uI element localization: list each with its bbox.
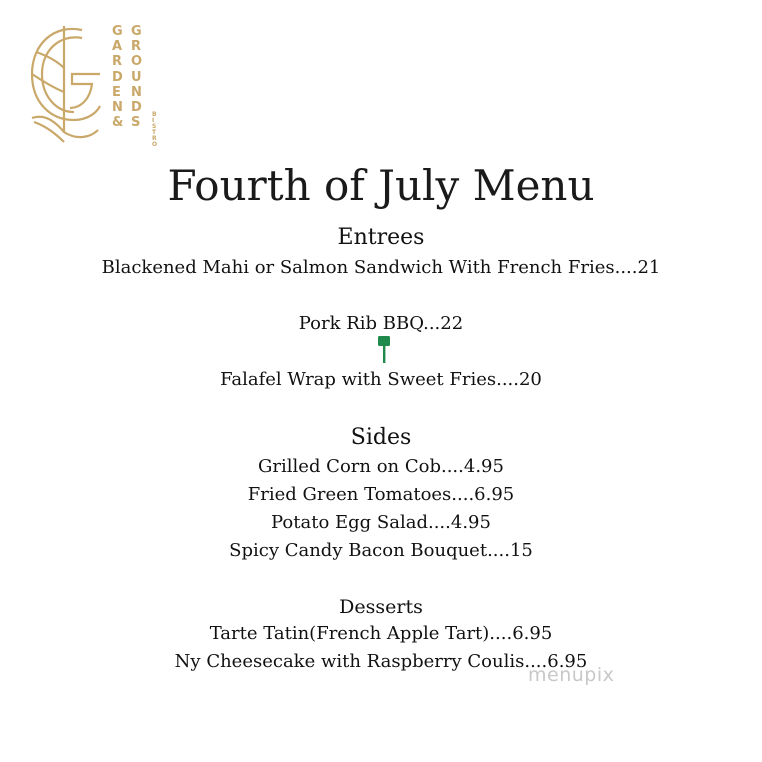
logo-letter: S <box>152 123 158 130</box>
side-item: Potato Egg Salad....4.95 <box>271 512 491 533</box>
restaurant-logo <box>24 22 164 148</box>
logo-letter: O <box>131 54 144 70</box>
logo-letter: U <box>131 69 143 85</box>
logo-letter: R <box>152 135 158 142</box>
logo-letter: G <box>112 24 124 39</box>
sides-heading: Sides <box>350 425 412 450</box>
entree-item: Blackened Mahi or Salmon Sandwich With French Fries....21 <box>101 257 661 278</box>
watermark: menupix <box>528 664 615 686</box>
side-item: Spicy Candy Bacon Bouquet....15 <box>229 540 533 561</box>
logo-letter: & <box>112 115 125 131</box>
logo-letter: E <box>112 84 122 100</box>
logo-letter: D <box>112 69 124 85</box>
desserts-heading: Desserts <box>339 596 423 618</box>
logo-letter: R <box>131 39 143 55</box>
side-item: Grilled Corn on Cob....4.95 <box>258 456 504 477</box>
logo-letters-grounds <box>131 24 143 130</box>
dessert-item: Ny Cheesecake with Raspberry Coulis....6.95 <box>174 651 588 672</box>
logo-letters-garden <box>112 24 124 130</box>
entree-item: Pork Rib BBQ...22 <box>298 313 464 334</box>
logo-monogram-icon <box>24 22 104 146</box>
logo-letter: R <box>112 54 124 70</box>
logo-letter: G <box>131 24 143 39</box>
map-pin-icon <box>378 336 390 364</box>
logo-letter: D <box>131 100 143 116</box>
logo-letter: T <box>152 129 158 136</box>
logo-letter: O <box>152 141 159 148</box>
logo-letter: S <box>131 115 142 131</box>
menu-title: Fourth of July Menu <box>167 161 595 210</box>
entrees-heading: Entrees <box>337 225 425 250</box>
entree-item: Falafel Wrap with Sweet Fries....20 <box>220 369 542 390</box>
logo-letters-bistro <box>152 112 158 148</box>
dessert-item: Tarte Tatin(French Apple Tart)....6.95 <box>209 623 553 644</box>
side-item: Fried Green Tomatoes....6.95 <box>247 484 515 505</box>
logo-letter: I <box>152 117 156 124</box>
logo-letter: N <box>112 100 124 116</box>
logo-letter: B <box>152 111 158 118</box>
logo-letter: A <box>112 39 124 55</box>
logo-letter: N <box>131 84 143 100</box>
